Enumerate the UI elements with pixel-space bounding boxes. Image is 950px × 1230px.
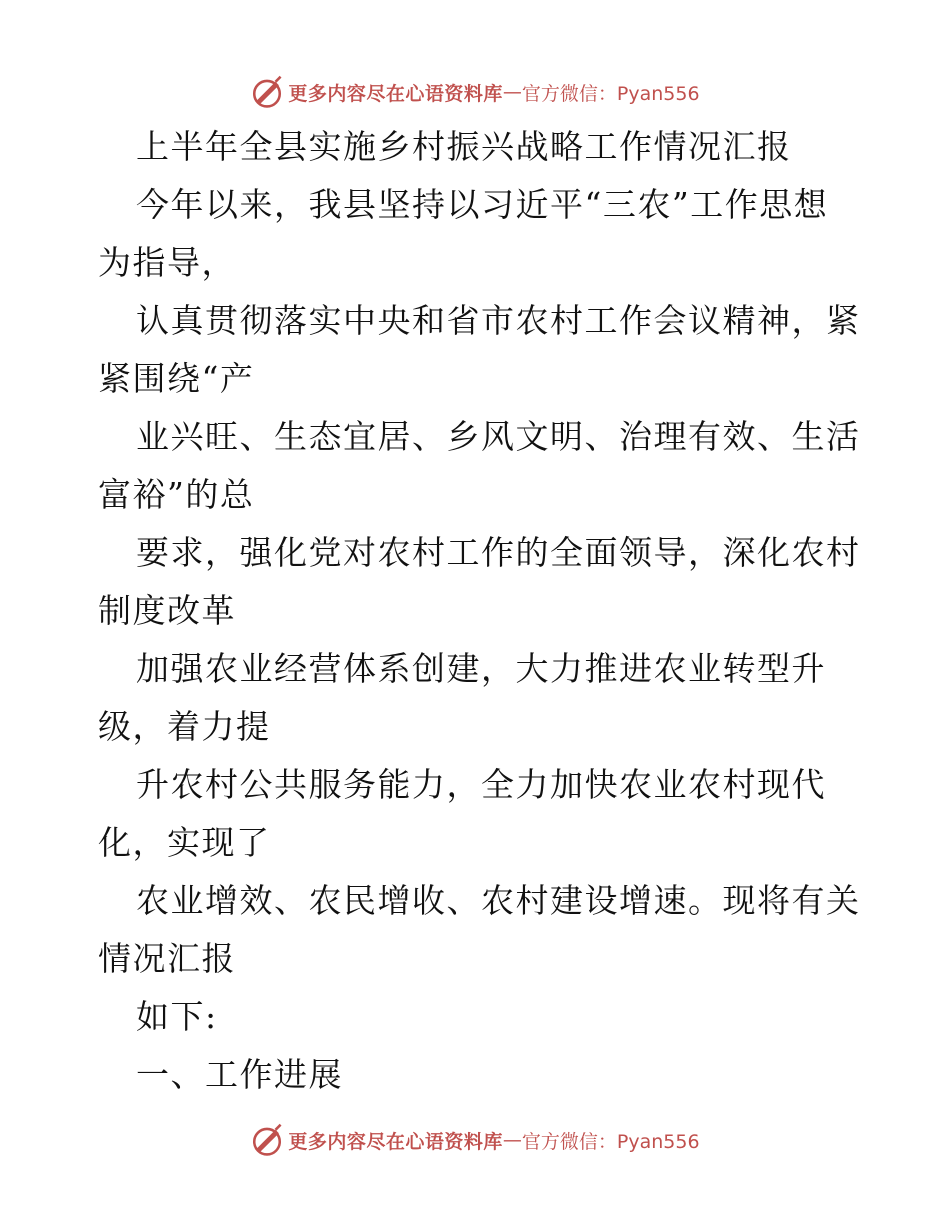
- paragraph-line: 为指导，: [98, 243, 236, 282]
- watermark-main-text: 更多内容尽在心语资料库: [288, 1130, 503, 1153]
- footer-watermark: [0, 1120, 950, 1160]
- paragraph-line: 制度改革: [98, 591, 236, 630]
- paragraph-line: 认真贯彻落实中央和省市农村工作会议精神，紧: [136, 301, 861, 340]
- watermark-main-text: 更多内容尽在心语资料库: [288, 82, 503, 105]
- paragraph-line: 加强农业经营体系创建，大力推进农业转型升: [136, 649, 826, 688]
- pen-circle-icon: [250, 1123, 284, 1157]
- paragraph-line: 化，实现了: [98, 823, 271, 862]
- paragraph-line: 情况汇报: [98, 939, 236, 978]
- paragraph-line: 级，着力提: [98, 707, 271, 746]
- paragraph-line: 富裕”的总: [98, 475, 255, 514]
- watermark-separator: —: [502, 1129, 522, 1151]
- watermark-separator: —: [502, 81, 522, 103]
- paragraph-line: 要求，强化党对农村工作的全面领导，深化农村: [136, 533, 861, 572]
- paragraph-line: 农业增效、农民增收、农村建设增速。现将有关: [136, 881, 861, 920]
- paragraph-line: 业兴旺、生态宜居、乡风文明、治理有效、生活: [136, 417, 861, 456]
- watermark-wechat-text: 官方微信：Pyan556: [521, 1130, 700, 1153]
- paragraph-line: 升农村公共服务能力，全力加快农业农村现代: [136, 765, 826, 804]
- paragraph-line: 如下:: [136, 997, 218, 1036]
- section-heading: 一、工作进展: [136, 1055, 343, 1094]
- watermark-wechat-text: 官方微信：Pyan556: [521, 82, 700, 105]
- document-title: 上半年全县实施乡村振兴战略工作情况汇报: [136, 127, 792, 166]
- header-watermark: [0, 72, 950, 112]
- pen-circle-icon: [250, 75, 284, 109]
- paragraph-line: 今年以来，我县坚持以习近平“三农”工作思想: [136, 185, 829, 224]
- document-body: [98, 118, 861, 1104]
- paragraph-line: 紧围绕“产: [98, 359, 255, 398]
